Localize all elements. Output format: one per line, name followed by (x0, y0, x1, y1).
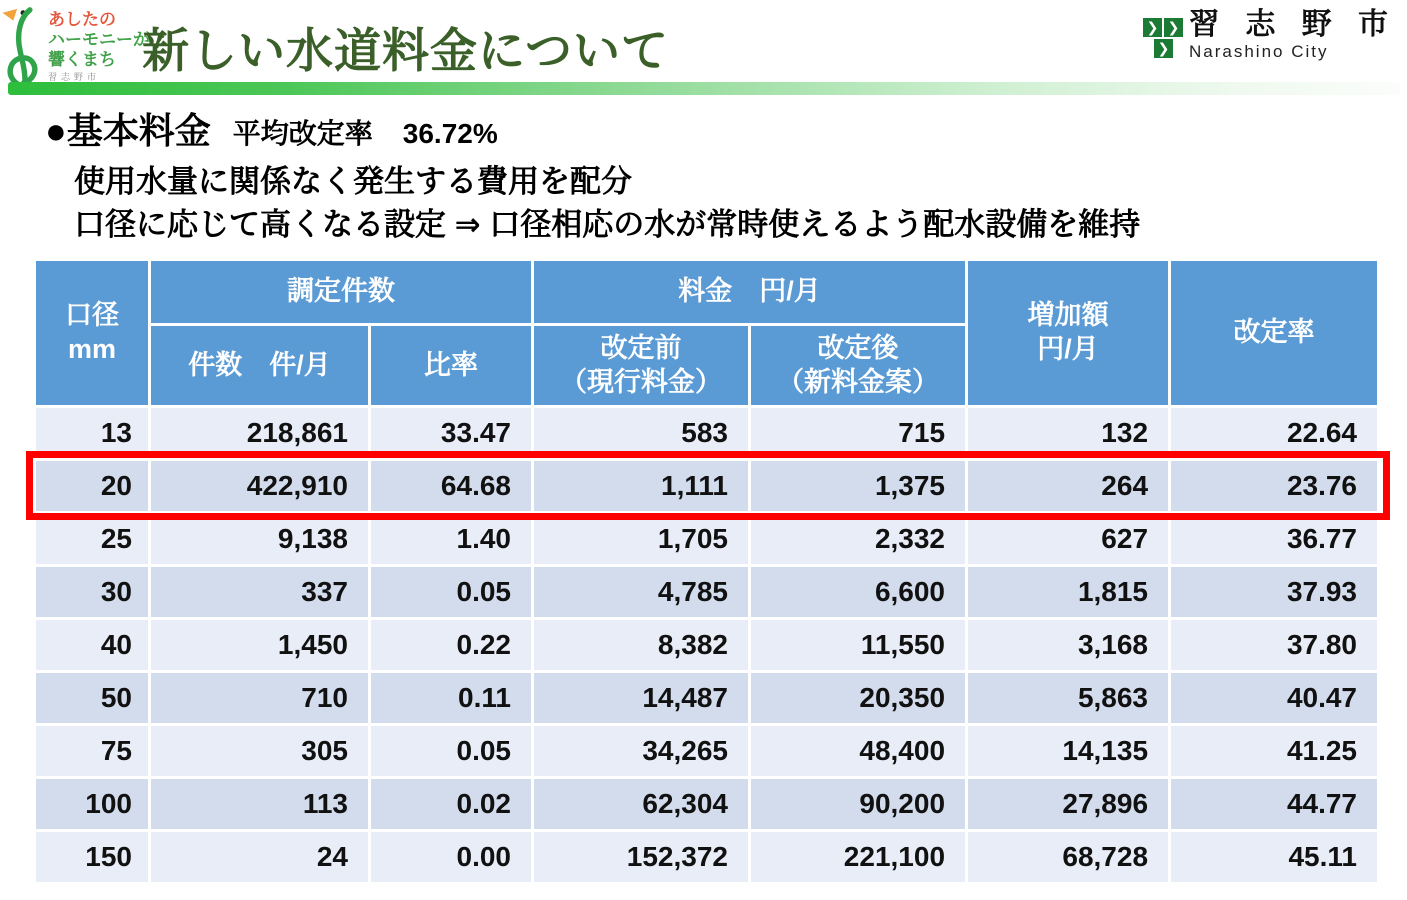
cell-diameter: 20 (35, 460, 150, 513)
col-header-increase-line2: 円/月 (1037, 334, 1099, 364)
cell-count: 218,861 (150, 407, 370, 460)
cell-after: 90,200 (750, 778, 967, 831)
section-heading (45, 103, 498, 154)
col-header-diameter-line2: mm (67, 334, 116, 364)
sub-header-after-line2: （新料金案） (777, 366, 939, 397)
city-name-english: Narashino City (1188, 42, 1329, 61)
cell-increase: 132 (967, 407, 1170, 460)
table-row (35, 513, 1379, 566)
cell-diameter: 25 (35, 513, 150, 566)
sub-header-before-line2: （現行料金） (560, 366, 722, 397)
narashino-city-logo (1143, 10, 1397, 82)
sub-header-count: 件数 件/月 (150, 325, 370, 407)
cell-after: 715 (750, 407, 967, 460)
cell-count: 422,910 (150, 460, 370, 513)
city-name-japanese: 習 志 野 市 (1188, 8, 1397, 41)
cell-diameter: 100 (35, 778, 150, 831)
section-title: ●基本料金 (45, 110, 211, 151)
cell-ratio: 0.22 (370, 619, 533, 672)
cell-before: 1,705 (533, 513, 750, 566)
col-header-revision-rate: 改定率 (1170, 260, 1379, 407)
cell-rate: 45.11 (1170, 831, 1379, 884)
cell-ratio: 33.47 (370, 407, 533, 460)
cell-ratio: 0.05 (370, 725, 533, 778)
cell-increase: 68,728 (967, 831, 1170, 884)
cell-ratio: 0.05 (370, 566, 533, 619)
cell-count: 24 (150, 831, 370, 884)
sub-header-ratio: 比率 (370, 325, 533, 407)
cell-increase: 264 (967, 460, 1170, 513)
table-row (35, 407, 1379, 460)
cell-ratio: 64.68 (370, 460, 533, 513)
cell-count: 305 (150, 725, 370, 778)
cell-rate: 37.80 (1170, 619, 1379, 672)
sub-header-before (533, 325, 750, 407)
cell-increase: 5,863 (967, 672, 1170, 725)
water-rate-table (33, 258, 1380, 885)
table-row (35, 725, 1379, 778)
chevron-icon: ❯ (1143, 18, 1162, 37)
cell-before: 34,265 (533, 725, 750, 778)
description-line-1: 使用水量に関係なく発生する費用を配分 (74, 164, 632, 199)
cell-before: 14,487 (533, 672, 750, 725)
cell-before: 4,785 (533, 566, 750, 619)
cell-after: 11,550 (750, 619, 967, 672)
cell-after: 20,350 (750, 672, 967, 725)
average-rate-label: 平均改定率 (232, 118, 373, 149)
cell-diameter: 75 (35, 725, 150, 778)
cell-increase: 27,896 (967, 778, 1170, 831)
col-header-diameter-line1: 口径 (65, 300, 119, 331)
cell-diameter: 30 (35, 566, 150, 619)
description-line-2: 口径に応じて高くなる設定 ⇒ 口径相応の水が常時使えるよう配水設備を維持 (74, 207, 1141, 242)
slogan-line-3: 響くまち (48, 50, 116, 70)
table-row (35, 672, 1379, 725)
cell-increase: 1,815 (967, 566, 1170, 619)
cell-after: 2,332 (750, 513, 967, 566)
chevron-squares-icon (1143, 18, 1185, 82)
brand-slogan (48, 10, 150, 83)
cell-increase: 627 (967, 513, 1170, 566)
table-row (35, 831, 1379, 884)
slogan-line-2: ハーモニーが (48, 30, 150, 50)
cell-rate: 36.77 (1170, 513, 1379, 566)
average-rate-value: 36.72% (402, 118, 498, 149)
sub-header-after (750, 325, 967, 407)
cell-increase: 3,168 (967, 619, 1170, 672)
cell-after: 6,600 (750, 566, 967, 619)
slogan-line-1: あしたの (48, 10, 116, 29)
cell-rate: 41.25 (1170, 725, 1379, 778)
cell-rate: 37.93 (1170, 566, 1379, 619)
cell-count: 710 (150, 672, 370, 725)
cell-rate: 23.76 (1170, 460, 1379, 513)
cell-after: 221,100 (750, 831, 967, 884)
rate-table-body (35, 407, 1379, 884)
table-row (35, 619, 1379, 672)
col-header-increase-line1: 増加額 (1027, 300, 1109, 331)
cell-diameter: 150 (35, 831, 150, 884)
sub-header-after-line1: 改定後 (817, 332, 899, 363)
group-header-fee: 料金 円/月 (533, 260, 967, 325)
cell-rate: 40.47 (1170, 672, 1379, 725)
chevron-icon: ❯ (1164, 18, 1183, 37)
sub-header-before-line1: 改定前 (600, 332, 682, 363)
city-name-block (1189, 10, 1397, 62)
cell-rate: 22.64 (1170, 407, 1379, 460)
cell-diameter: 50 (35, 672, 150, 725)
cell-before: 152,372 (533, 831, 750, 884)
chevron-icon: ❯ (1154, 39, 1173, 58)
col-header-diameter (35, 260, 150, 407)
cell-before: 8,382 (533, 619, 750, 672)
col-header-increase (967, 260, 1170, 407)
page-title: 新しい水道料金について (142, 24, 670, 77)
table-row (35, 778, 1379, 831)
cell-increase: 14,135 (967, 725, 1170, 778)
cell-diameter: 13 (35, 407, 150, 460)
cell-before: 1,111 (533, 460, 750, 513)
cell-ratio: 1.40 (370, 513, 533, 566)
cell-ratio: 0.00 (370, 831, 533, 884)
cell-rate: 44.77 (1170, 778, 1379, 831)
table-row (35, 566, 1379, 619)
cell-before: 583 (533, 407, 750, 460)
city-brand-logo (2, 4, 150, 83)
cell-after: 48,400 (750, 725, 967, 778)
cell-count: 1,450 (150, 619, 370, 672)
green-divider-bar (8, 82, 1400, 95)
group-header-billing-count: 調定件数 (150, 260, 533, 325)
cell-before: 62,304 (533, 778, 750, 831)
cell-diameter: 40 (35, 619, 150, 672)
cell-count: 337 (150, 566, 370, 619)
cell-count: 9,138 (150, 513, 370, 566)
slogan-line-4: 習志野市 (48, 72, 101, 83)
cell-after: 1,375 (750, 460, 967, 513)
cell-count: 113 (150, 778, 370, 831)
cell-ratio: 0.11 (370, 672, 533, 725)
cell-ratio: 0.02 (370, 778, 533, 831)
table-row-highlighted (35, 460, 1379, 513)
